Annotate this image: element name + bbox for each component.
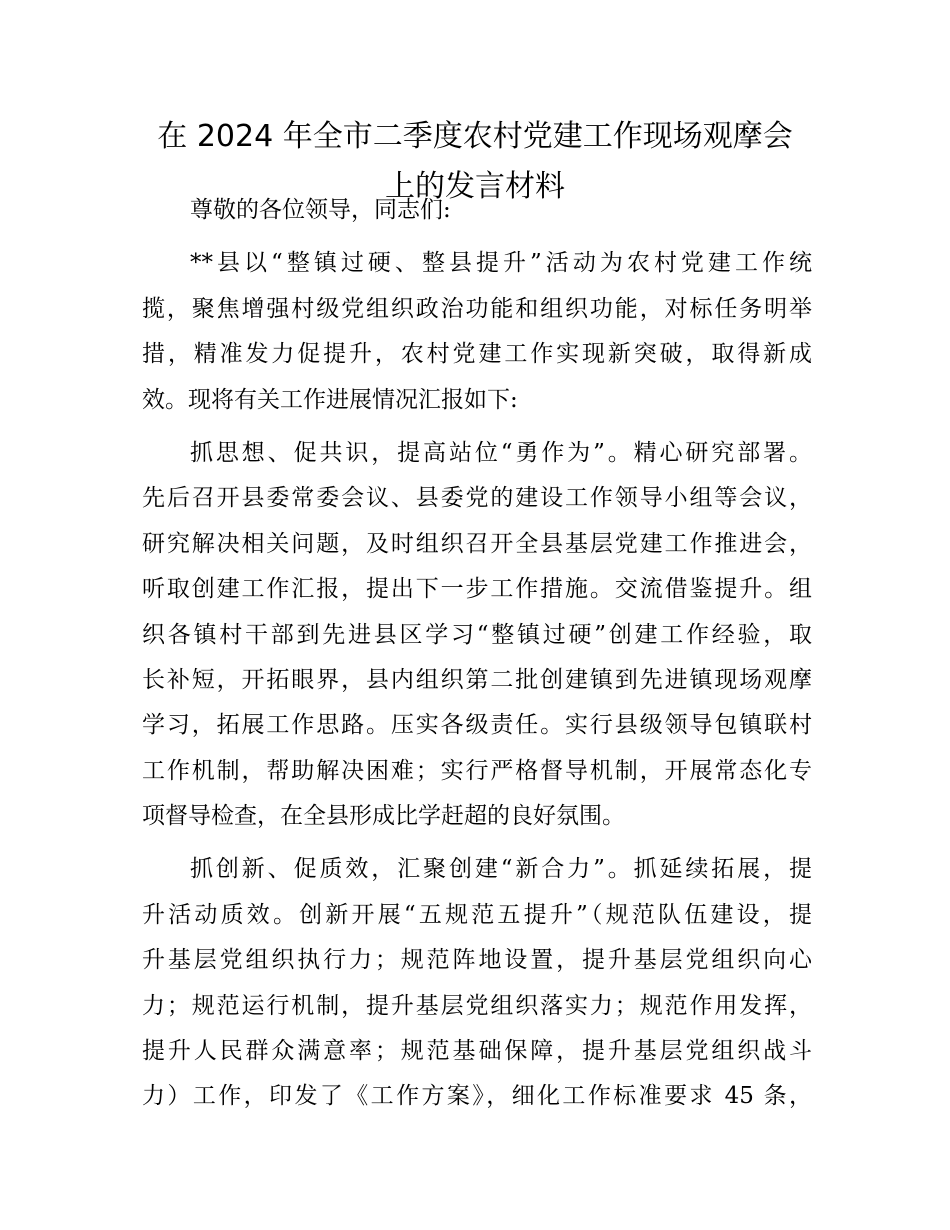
paragraph-line: 措，精准发力促提升，农村党建工作实现新突破，取得新成 [142, 341, 812, 368]
paragraph-ideology [142, 431, 812, 840]
paragraph-line: 项督导检查，在全县形成比学赶超的良好氛围。 [142, 803, 625, 830]
document-body [142, 188, 812, 1120]
paragraph-line: 揽，聚焦增强村级党组织政治功能和组织功能，对标任务明举 [142, 295, 812, 322]
paragraph-line: 工作机制，帮助解决困难；实行严格督导机制，开展常态化专 [142, 757, 812, 784]
paragraph-gap [142, 233, 812, 241]
paragraph-line: 学习，拓展工作思路。压实各级责任。实行县级领导包镇联村 [142, 712, 812, 739]
paragraph-line: 力；规范运行机制，提升基层党组织落实力；规范作用发挥， [142, 992, 812, 1019]
paragraph-line: 力）工作，印发了《工作方案》，细化工作标准要求 45 条， [142, 1083, 812, 1110]
paragraph-line: 效。现将有关工作进展情况汇报如下: [142, 386, 518, 413]
paragraph-intro [142, 241, 812, 423]
paragraph-line: **县以“整镇过硬、整县提升”活动为农村党建工作统 [190, 250, 812, 277]
paragraph-line: 抓创新、促质效，汇聚创建“新合力”。抓延续拓展，提 [190, 856, 812, 883]
paragraph-gap [142, 839, 812, 847]
paragraph-line: 先后召开县委常委会议、县委党的建设工作领导小组等会议， [142, 485, 812, 512]
paragraph-innovation [142, 847, 812, 1119]
paragraph-line: 抓思想、促共识，提高站位“勇作为”。精心研究部署。 [190, 439, 812, 466]
title-line-2: 上的发言材料 [385, 169, 565, 204]
paragraph-gap [142, 423, 812, 431]
paragraph-line: 提升人民群众满意率；规范基础保障，提升基层党组织战斗 [142, 1038, 812, 1065]
paragraph-line: 研究解决相关问题，及时组织召开全县基层党建工作推进会， [142, 530, 812, 557]
paragraph-line: 听取创建工作汇报，提出下一步工作措施。交流借鉴提升。组 [142, 576, 812, 603]
paragraph-line: 升活动质效。创新开展“五规范五提升”（规范队伍建设，提 [142, 901, 812, 928]
paragraph-line: 升基层党组织执行力；规范阵地设置，提升基层党组织向心 [142, 947, 812, 974]
title-line-1: 在 2024 年全市二季度农村党建工作现场观摩会 [157, 119, 793, 154]
paragraph-line: 织各镇村干部到先进县区学习“整镇过硬”创建工作经验，取 [142, 621, 812, 648]
paragraph-line: 长补短，开拓眼界，县内组织第二批创建镇到先进镇现场观摩 [142, 666, 812, 693]
salutation: 尊敬的各位领导，同志们: [190, 197, 451, 223]
